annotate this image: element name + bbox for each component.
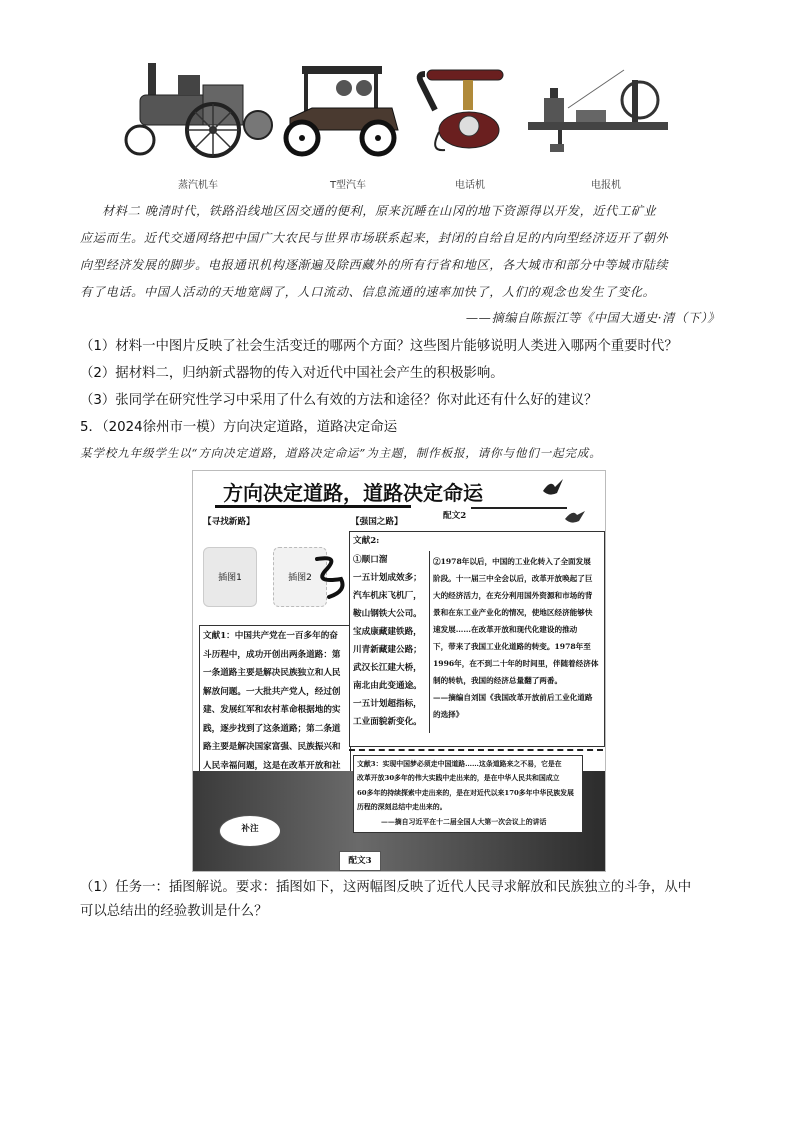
material2-line: 材料二 晚清时代，铁路沿线地区因交通的便利，原来沉睡在山冈的地下资源得以开发，近代工矿业 (102, 204, 657, 218)
doc3-line: 60多年的持续探索中走出来的，是在对近代以来170多年中华民族发展 (357, 788, 574, 797)
doc2b-source: 的选择》 (433, 710, 464, 719)
doc2b-line: 下，带来了我国工业化道路的转变。1978年至 (433, 642, 591, 651)
question-3: （3）张同学在研究性学习中采用了什么有效的方法和途径？你对此还有什么好的建议？ (80, 393, 598, 408)
mouth-line: 川青新藏建公路； (353, 645, 422, 655)
poster-board (192, 470, 606, 872)
bird-icon (563, 507, 587, 527)
caption-steam: 蒸汽机车 (178, 180, 218, 191)
mouth-line: 鞍山钢铁大公司。 (353, 609, 422, 619)
supplement-bubble (219, 815, 281, 847)
task1-line: （1）任务一：插图解说。要求：插图如下，这两幅图反映了近代人民寻求解放和民族独立的斗争，从中 (80, 880, 692, 895)
caption-telephone: 电话机 (455, 180, 485, 191)
note3-box (339, 851, 381, 871)
telegraph-image (528, 60, 668, 155)
doc1-line: 文献1：中国共产党在一百多年的奋 (203, 631, 338, 641)
doc2-label: 文献2: (353, 536, 380, 546)
q5-intro: 某学校九年级学生以“方向决定道路，道路决定命运”为主题，制作板报，请你与他们一起完成。 (80, 446, 602, 460)
doc2b-line: 1996年，在不到二十年的时间里，伴随着经济体 (433, 659, 599, 668)
mouth-line: 南北由此变通途。 (353, 681, 422, 691)
mouth-column (353, 551, 429, 731)
doc1-line: 人民幸福问题，这是在改革开放和社 (203, 760, 341, 771)
bird-icon (541, 477, 565, 499)
telephone-image (415, 62, 517, 154)
mouth-line: 汽车机床飞机厂， (353, 591, 422, 601)
doc1-line: 斗历程中，成功开创出两条道路：第 (203, 649, 341, 660)
doc3-line: 历程的深刻总结中走出来的。 (357, 803, 447, 812)
steam-tractor-image (118, 55, 280, 165)
poster-title: 方向决定道路，道路决定命运 (223, 481, 483, 505)
telephone-icon (415, 62, 517, 154)
caption-telegraph: 电报机 (591, 180, 621, 191)
doc2b-column (433, 553, 601, 723)
model-t-car-icon (282, 58, 402, 163)
q5-heading: 5．（2024徐州市一模）方向决定道路，道路决定命运 (80, 420, 398, 435)
mouth-label: ①顺口溜 (353, 555, 388, 565)
doc2b-line: ②1978年以后，中国的工业化转入了全面发展 (433, 557, 591, 566)
material2-source: ——摘编自陈振江等《中国大通史·清（下）》 (465, 311, 720, 325)
doc1-line: 路主要是解决国家富强、民族振兴和 (203, 742, 341, 752)
doc2b-line: 大的经济活力，在充分利用国外资源和市场的背 (433, 591, 593, 600)
note3-label: 配文3 (348, 856, 372, 866)
doc3-text (357, 757, 581, 829)
calligraphy-icon (311, 553, 349, 601)
doc3-source: ——摘自习近平在十二届全国人大第一次会议上的讲话 (381, 817, 547, 826)
title-underline (215, 505, 411, 508)
doc2b-line: 景和在东工业产业化的情况，使地区经济能够快 (433, 608, 593, 617)
doc2b-line: 制的转轨，我国的经济总量翻了两番。 (433, 676, 563, 685)
steam-tractor-icon (118, 55, 280, 165)
section-label-left: 【寻找新路】 (203, 517, 255, 527)
doc1-line: 解放问题。一大批共产党人，经过创 (203, 686, 341, 697)
material2-line: 应运而生。近代交通网络把中国广大农民与世界市场联系起来，封闭的自给自足的内向型经济迈开了朝外 (80, 231, 669, 245)
illustration-2-label: 插图2 (288, 573, 312, 583)
illustration-1 (203, 547, 257, 607)
caption-model-t: T型汽车 (329, 180, 367, 191)
question-1: （1）材料一中图片反映了社会生活变迁的哪两个方面？这些图片能够说明人类进入哪两个重要时代？ (80, 339, 678, 354)
doc3-line: 改革开放30多年的伟大实践中走出来的，是在中华人民共和国成立 (357, 774, 560, 783)
question-2: （2）据材料二，归纳新式器物的传入对近代中国社会产生的积极影响。 (80, 366, 504, 381)
doc2-divider (429, 551, 430, 733)
doc1-line: 践，逐步找到了这条道路；第二条道 (203, 723, 341, 734)
material2-line: 向型经济发展的脚步。电报通讯机构逐渐遍及除西藏外的所有行省和地区，各大城市和部分中等城市陆续 (80, 258, 669, 272)
doc3-line: 文献3：实现中国梦必须走中国道路……这条道路来之不易，它是在 (357, 760, 562, 768)
material2-line: 有了电话。中国人活动的天地宽阔了，人口流动、信息流通的速率加快了，人们的观念也发生了变化。 (80, 285, 656, 299)
dashed-separator (349, 749, 603, 751)
doc2b-source: ——摘编自刘国《我国改革开放前后工业化道路 (433, 693, 593, 702)
note2-label: 配文2 (443, 511, 467, 521)
pen-stroke (471, 507, 567, 509)
model-t-image (282, 58, 402, 163)
mouth-line: 工业面貌新变化。 (353, 717, 422, 727)
doc2b-line: 阶段。十一届三中全会以后，改革开放唤起了巨 (433, 574, 593, 583)
doc2b-line: 速发展……在改革开放和现代化建设的推动 (433, 625, 578, 634)
section-label-mid: 【强国之路】 (351, 517, 403, 527)
doc1-line: 一条道路主要是解决民族独立和人民 (203, 668, 341, 678)
illustration-1-label: 插图1 (218, 573, 242, 583)
mouth-line: 武汉长江建大桥， (353, 663, 422, 673)
task1-line: 可以总结出的经验教训是什么？ (80, 904, 268, 919)
mouth-line: 一五计划超指标， (353, 699, 422, 709)
task1-text (80, 876, 740, 924)
mouth-line: 一五计划成效多； (353, 573, 422, 583)
telegraph-icon (528, 60, 668, 155)
mouth-line: 宝成康藏建铁路， (353, 627, 422, 637)
material2-paragraph (80, 198, 740, 306)
doc1-line: 建、发展红军和农村革命根据地的实 (203, 705, 341, 715)
supplement-label: 补注 (241, 824, 259, 834)
